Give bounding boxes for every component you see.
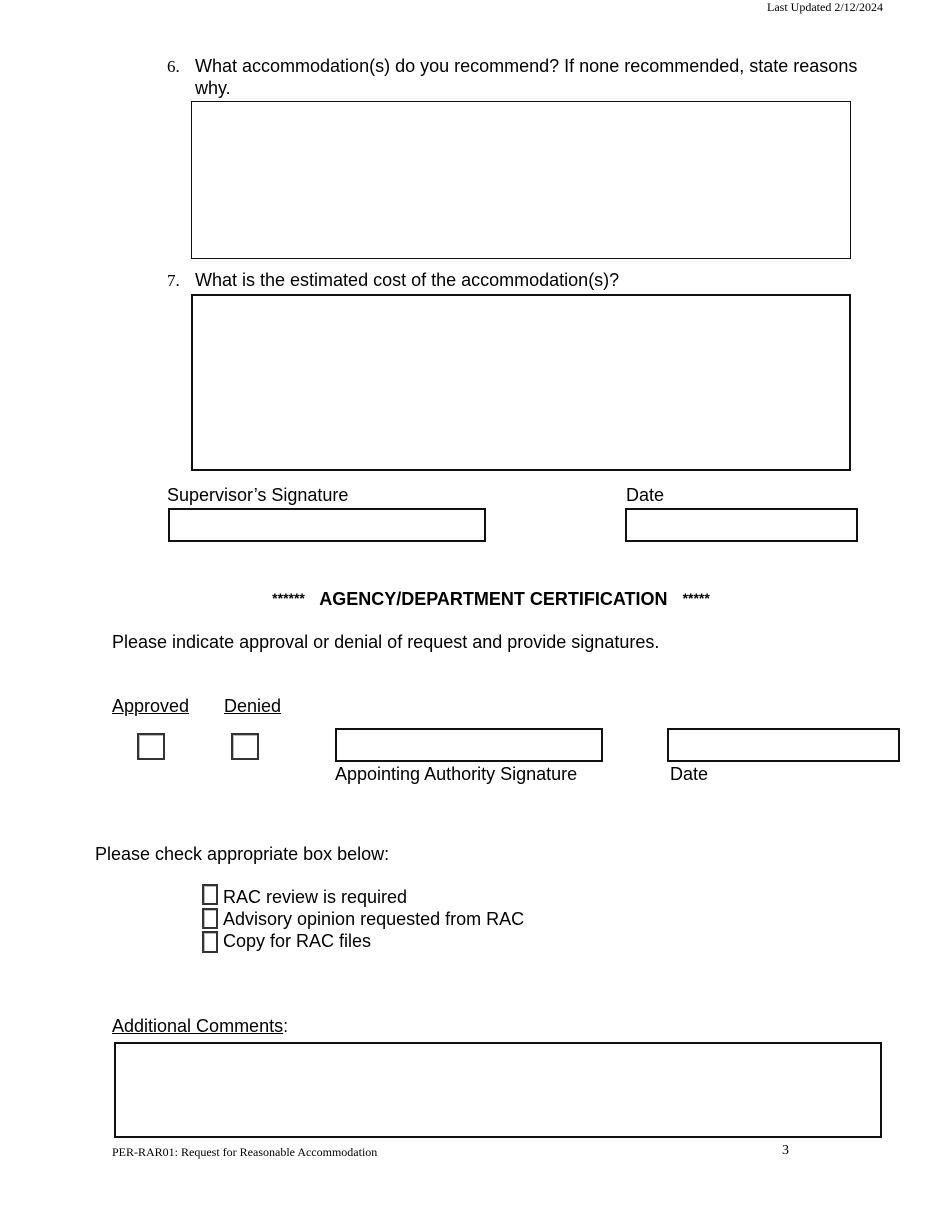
supervisor-signature-label: Supervisor’s Signature: [167, 485, 349, 505]
approved-checkbox[interactable]: [137, 733, 165, 760]
footer-form-id: PER-RAR01: Request for Reasonable Accommodation: [112, 1145, 378, 1159]
denied-checkbox[interactable]: [231, 733, 259, 760]
heading-stars-right: *****: [682, 590, 710, 606]
additional-comments-field[interactable]: [114, 1042, 882, 1138]
rac-advisory-label: Advisory opinion requested from RAC: [223, 909, 525, 929]
last-updated: Last Updated 2/12/2024: [767, 0, 883, 14]
question-7-number: 7.: [167, 271, 180, 290]
rac-copy-checkbox[interactable]: [202, 931, 218, 953]
rac-review-checkbox[interactable]: [202, 884, 218, 905]
question-6-number: 6.: [167, 57, 180, 76]
question-6-text-cont: why.: [195, 78, 231, 98]
authority-signature-label: Appointing Authority Signature: [335, 764, 578, 784]
authority-date-label: Date: [670, 764, 709, 784]
rac-review-label: RAC review is required: [223, 887, 408, 907]
supervisor-date-label: Date: [626, 485, 665, 505]
authority-signature-field[interactable]: [335, 728, 603, 762]
rac-advisory-checkbox[interactable]: [202, 908, 218, 929]
supervisor-date-field[interactable]: [625, 508, 858, 542]
denied-label: Denied: [224, 696, 282, 716]
additional-comments-colon: :: [283, 1016, 289, 1036]
question-7-text: What is the estimated cost of the accommodation(s)?: [195, 270, 620, 290]
heading-text: AGENCY/DEPARTMENT CERTIFICATION: [319, 589, 668, 609]
rac-prompt: Please check appropriate box below:: [95, 844, 390, 864]
certification-heading: [0, 589, 950, 610]
page-number: 3: [782, 1143, 789, 1158]
approved-label: Approved: [112, 696, 190, 716]
supervisor-signature-field[interactable]: [168, 508, 486, 542]
question-6-answer-field[interactable]: [191, 101, 851, 259]
certification-instruction: Please indicate approval or denial of request and provide signatures.: [112, 632, 660, 652]
question-7-answer-field[interactable]: [191, 294, 851, 471]
additional-comments-label: [112, 1016, 288, 1037]
additional-comments-text: Additional Comments: [112, 1016, 284, 1036]
heading-stars-left: ******: [272, 590, 305, 606]
rac-copy-label: Copy for RAC files: [223, 931, 372, 951]
question-6-text: What accommodation(s) do you recommend? If none recommended, state reasons: [195, 56, 858, 76]
authority-date-field[interactable]: [667, 728, 900, 762]
